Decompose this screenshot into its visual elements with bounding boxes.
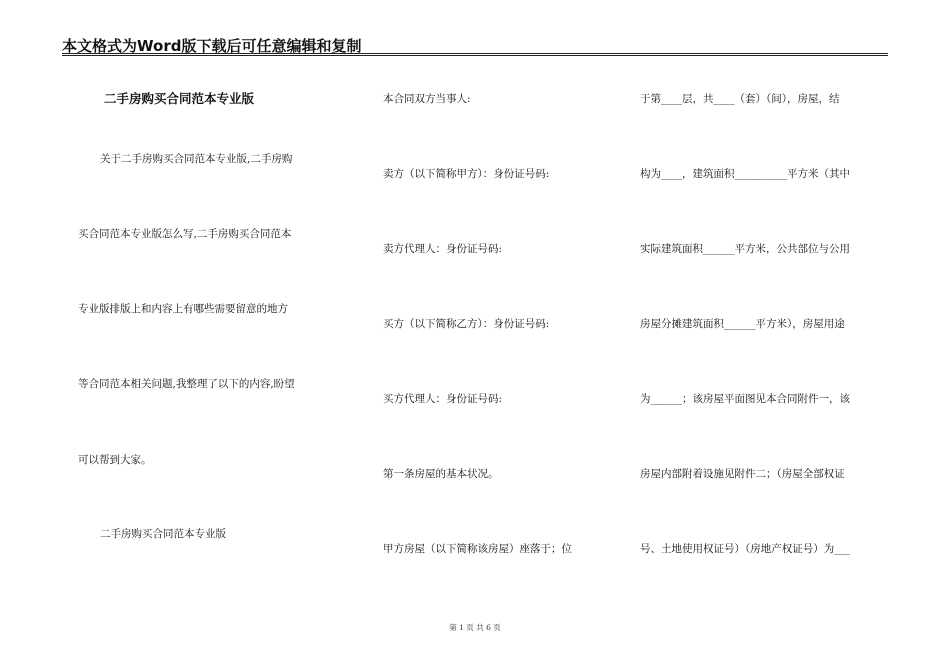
paragraph-line: 买方代理人：身份证号码:: [383, 393, 503, 405]
page-number: 第 1 页 共 6 页: [449, 623, 501, 632]
paragraph-line: 买方（以下简称乙方）：身份证号码:: [383, 318, 550, 330]
paragraph-line: 甲方房屋（以下简称该房屋）座落于；位: [383, 543, 572, 555]
paragraph-line: 买合同范本专业版怎么写,二手房购买合同范本: [78, 228, 292, 240]
paragraph-line: 等合同范本相关问题,我整理了以下的内容,盼望: [78, 378, 295, 390]
paragraph-line: 为______；该房屋平面图见本合同附件一，该: [640, 393, 850, 405]
document-title: 二手房购买合同范本专业版: [104, 91, 255, 106]
paragraph-line: 卖方（以下简称甲方）：身份证号码:: [383, 168, 550, 180]
paragraph-line: 房屋分摊建筑面积______平方米），房屋用途: [640, 318, 845, 330]
paragraph-line: 号、土地使用权证号）（房地产权证号）为___: [640, 543, 850, 555]
paragraph-line: 实际建筑面积______平方米，公共部位与公用: [640, 243, 850, 255]
section-heading: 二手房购买合同范本专业版: [100, 528, 226, 540]
paragraph-line: 可以帮到大家。: [78, 454, 152, 466]
paragraph-line: 本合同双方当事人:: [383, 93, 471, 105]
paragraph-line: 房屋内部附着设施见附件二；（房屋全部权证: [640, 468, 845, 480]
paragraph-line: 第一条房屋的基本状况。: [383, 468, 499, 480]
header-rule: [62, 53, 888, 54]
paragraph-line: 关于二手房购买合同范本专业版,二手房购: [100, 153, 293, 165]
header-rule-secondary: [62, 55, 888, 56]
paragraph-line: 于第____层，共____（套）（间），房屋，结: [640, 93, 840, 105]
paragraph-line: 卖方代理人：身份证号码:: [383, 243, 503, 255]
download-banner: 本文格式为Word版下载后可任意编辑和复制: [62, 37, 362, 55]
paragraph-line: 构为____，建筑面积__________平方米（其中: [640, 168, 850, 180]
paragraph-line: 专业版排版上和内容上有哪些需要留意的地方: [78, 303, 288, 315]
